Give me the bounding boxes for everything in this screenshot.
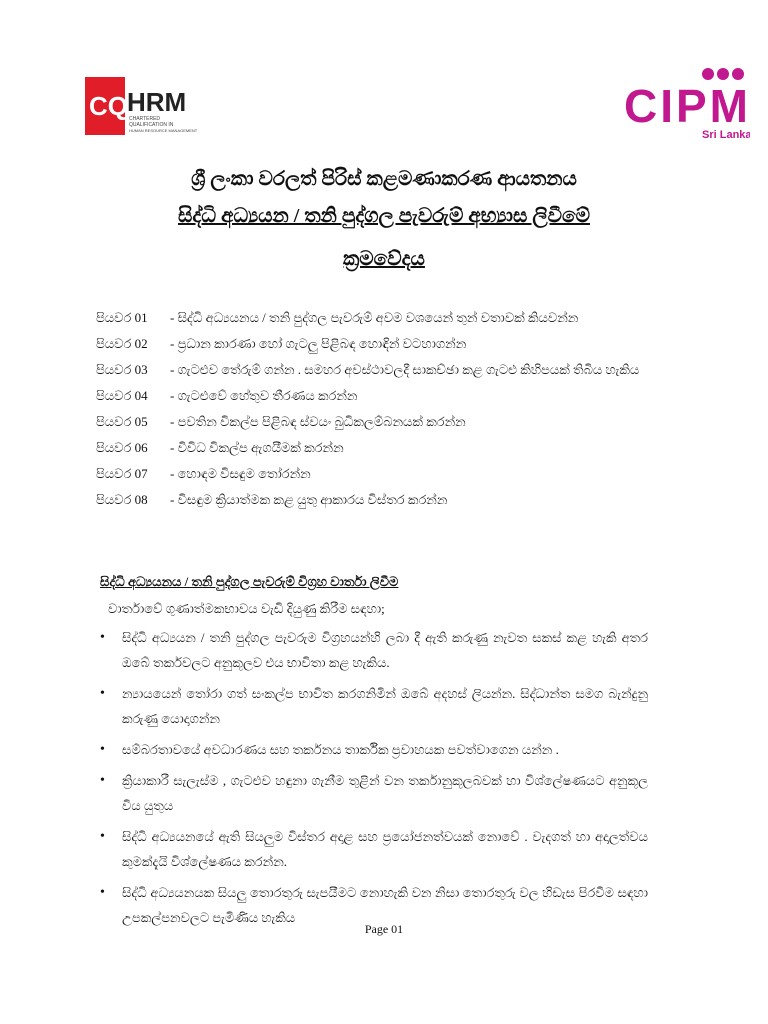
logo-cipm-word: CIPM	[624, 80, 748, 132]
bullet-icon: •	[100, 829, 105, 844]
logo-sri-lanka: Sri Lanka	[702, 129, 750, 141]
page-subtitle: සිද්ධි අධ්‍යයන / තනි පුද්ගල පැවරුම් අභ්‍යාස ලිවීමේ	[178, 205, 590, 227]
step-item	[96, 334, 676, 353]
bullet-text: සම්බරතාවයේ අවධාරණය සහ තර්කනය තාර්කික ප්‍රවාහයක පවත්වාගෙන යන්න .	[122, 742, 559, 757]
step-text: - විසඳුම ක්‍රියාත්මක කළ යුතු ආකාරය විස්තර කරන්න	[170, 492, 448, 507]
logo-sub-2: QUALIFICATION IN	[129, 122, 174, 128]
step-label: පියවර 03	[96, 362, 148, 377]
bullet-text: සිද්ධි අධ්‍යයනයේ ඇති සියලුම විස්තර අදාළ සහ ප්‍රයෝජනත්වයක් නොවේ . වැදගත් හා අදාලත්වය කුමක්දැයි විශ්ලේෂණය කරන්න.	[122, 829, 648, 869]
bullet-icon: •	[100, 742, 105, 757]
logo-sub-1: CHARTERED	[129, 116, 161, 122]
step-label: පියවර 04	[96, 388, 148, 403]
step-item	[96, 412, 676, 431]
list-item	[100, 681, 648, 731]
step-item	[96, 438, 676, 457]
step-label: පියවර 07	[96, 466, 148, 481]
logo-hrm-word: HRM	[127, 87, 187, 117]
list-item	[100, 768, 648, 818]
step-label: පියවර 08	[96, 492, 148, 507]
step-text: - පවතින විකල්ප පිළිබඳ ස්වයං බුධිකලම්බනයක් කරන්න	[170, 414, 466, 429]
list-item	[100, 737, 648, 762]
page-title: ශ්‍රී ලංකා වරලත් පිරිස් කළමණාකරණ ආයතනය	[191, 168, 577, 190]
step-item	[96, 308, 676, 327]
step-item	[96, 464, 676, 483]
list-item	[100, 824, 648, 874]
step-text: - සිද්ධි අධ්‍යයනය / තනි පුද්ගල පැවරුම් අවම වශයෙන් තුන් වතාවක් කියවන්න	[170, 310, 579, 325]
bullet-icon: •	[100, 630, 105, 645]
step-label: පියවර 02	[96, 336, 148, 351]
step-text: - ප්‍රධාන කාරණා හෝ ගැටලු පිළිබඳ හොඳින් වටහාගන්න	[170, 336, 467, 351]
steps-list	[96, 308, 676, 516]
step-text: - ගැටළුව තේරුම් ගන්න . සමහර අවස්ථාවලදී සාකච්ඡා කළ ගැටළු කිහිපයක් තිබිය හැකිය	[170, 362, 640, 377]
page-number: Page 01	[364, 922, 404, 936]
bullet-icon: •	[100, 686, 105, 701]
logo-sub-3: HUMAN RESOURCE MANAGEMENT	[129, 128, 198, 133]
bullet-icon: •	[100, 885, 105, 900]
step-text: - විවිධ විකල්ප ඇගයීමක් කරන්න	[170, 440, 344, 455]
cq-hrm-logo	[85, 77, 210, 135]
step-label: පියවර 06	[96, 440, 148, 455]
bullet-text: ක්‍රියාකාරී සැලැස්ම , ගැටළුව හඳුනා ගැනීම තුළින් වන තර්කානුකූලබවක් හා විශ්ලේෂණයට අනුකූල විය යුතුය	[122, 773, 648, 813]
section-heading: සිද්ධි අධ්‍යයනය / තනි පුද්ගල පැවරුම් විග්‍රහ වාර්තා ලිවීම	[100, 574, 399, 589]
list-item	[100, 625, 648, 675]
step-item	[96, 360, 676, 379]
step-label: පියවර 01	[96, 310, 148, 325]
step-label: පියවර 05	[96, 414, 148, 429]
step-text: - ගැටළුවේ හේතුව තීරණය කරන්න	[170, 388, 358, 403]
bullet-icon: •	[100, 773, 105, 788]
step-item	[96, 386, 676, 405]
bullet-text: න්‍යායයෙන් තෝරා ගත් සංකල්ප භාවිත කරගනිමින් ඔබේ අදහස් ලියන්න. සිද්ධාන්ත සමග බැන්දුනු කරුණු යොදාගන්න	[122, 686, 648, 726]
cipm-logo	[624, 66, 750, 142]
logo-cq-mark: CQ	[89, 91, 128, 121]
bullet-text: සිද්ධි අධ්‍යයන / තනි පුද්ගල පැවරුම විග්‍රහයන්හි ලබා දී ඇති කරුණු නැවත සකස් කළ හැකි අතර ඔබේ තර්කවලට අනුකූලව එය භාවිතා කළ හැකිය.	[122, 630, 648, 670]
section-intro: වාර්තාවේ ගුණාත්මකභාවය වැඩි දියුණු කිරීම සඳහා;	[108, 601, 385, 616]
bullet-list	[100, 625, 648, 936]
step-item	[96, 490, 676, 509]
step-text: - හොඳම විසඳුම තෝරන්න	[170, 466, 311, 481]
bullet-text: සිද්ධි අධ්‍යයනයක සියලු තොරතුරු සැපයීමට නොහැකි වන නිසා තොරතුරු වල හිඩැස පිරවීම සඳහා උපකල්පනවලට පැමිණිය හැකිය	[122, 885, 648, 925]
page-subtitle-cont: ක්‍රමවේදය	[343, 248, 425, 270]
